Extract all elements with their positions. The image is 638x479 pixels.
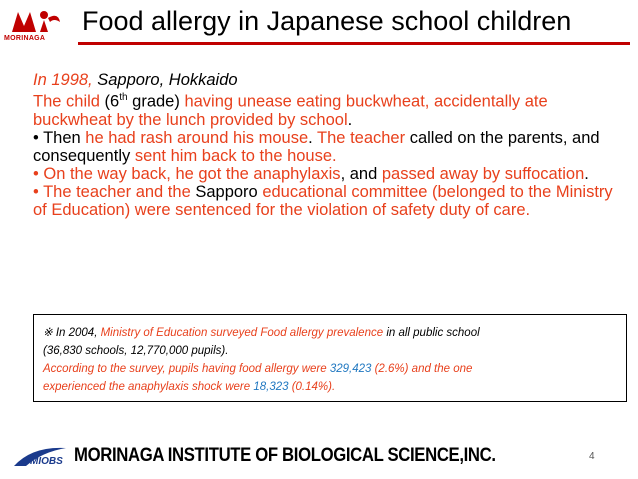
text-span: he had rash around his mouse	[85, 128, 309, 147]
text-span: educational committee (belonged to the Ministry of Education) were sentenced for the violation of safety duty of care.	[33, 182, 613, 219]
place-text: Sapporo, Hokkaido	[92, 71, 238, 89]
text-span: passed away by	[381, 164, 501, 183]
text-span: grade)	[127, 92, 185, 111]
text-span: • Then	[33, 128, 86, 147]
text-span: Sapporo	[195, 182, 258, 201]
text-span: (6	[104, 92, 120, 111]
year-text: In 1998,	[33, 71, 93, 89]
survey-note-box	[33, 314, 627, 402]
text-span: The child	[33, 92, 105, 111]
text-span: .	[347, 110, 353, 129]
miobs-logo-text: MIOBS	[30, 456, 63, 467]
morinaga-logo	[4, 6, 64, 46]
page-number: 4	[589, 451, 595, 462]
slide-title: Food allergy in Japanese school children	[82, 6, 572, 36]
text-span: in all public school	[383, 327, 480, 339]
text-span: called on the parents, and consequently	[33, 128, 600, 165]
text-span: • The teacher and the	[33, 182, 196, 201]
paragraph-child	[33, 89, 623, 129]
angel-mark-icon	[4, 6, 64, 36]
text-span: According to the survey,	[43, 363, 169, 375]
paragraph-rash	[33, 129, 623, 165]
text-span: .	[584, 164, 589, 183]
text-span: suffocation	[500, 164, 585, 183]
miobs-logo	[12, 442, 68, 472]
text-span: .	[308, 128, 318, 147]
text-span: pupils having food allergy were	[168, 363, 330, 375]
text-span: experienced the anaphylaxis shock were	[43, 381, 254, 393]
title-underline	[78, 42, 630, 45]
text-span: 329,423	[329, 363, 372, 375]
text-span: sent him back to the house.	[134, 146, 337, 165]
text-span: Ministry of Education surveyed Food allergy prevalence	[100, 327, 384, 339]
text-span: (2.6%) and the one	[371, 363, 473, 375]
text-span: , and	[340, 164, 382, 183]
text-span: •	[33, 164, 44, 183]
text-span: On the way back, he got the anaphylaxis	[43, 164, 341, 183]
text-span: The teacher	[317, 128, 406, 147]
text-span: having unease eating buckwheat, accidentally ate buckwheat by the lunch provided by school	[33, 92, 548, 129]
text-span: ※ In 2004,	[43, 327, 101, 339]
text-span: (36,830 schools, 12,770,000 pupils).	[43, 345, 229, 357]
text-span: (0.14%).	[288, 381, 336, 393]
logo-wordmark: MORINAGA	[4, 35, 46, 42]
slide-body	[33, 71, 623, 219]
miobs-swoosh-icon	[12, 442, 68, 472]
paragraph-sentence	[33, 183, 623, 219]
text-span: 18,323	[253, 381, 289, 393]
paragraph-anaphylaxis	[33, 165, 623, 183]
footer-brand: MORINAGA INSTITUTE OF BIOLOGICAL SCIENCE,INC.	[74, 445, 496, 466]
survey-note-text	[43, 324, 623, 396]
superscript: th	[119, 92, 128, 103]
paragraph-location	[33, 71, 623, 89]
